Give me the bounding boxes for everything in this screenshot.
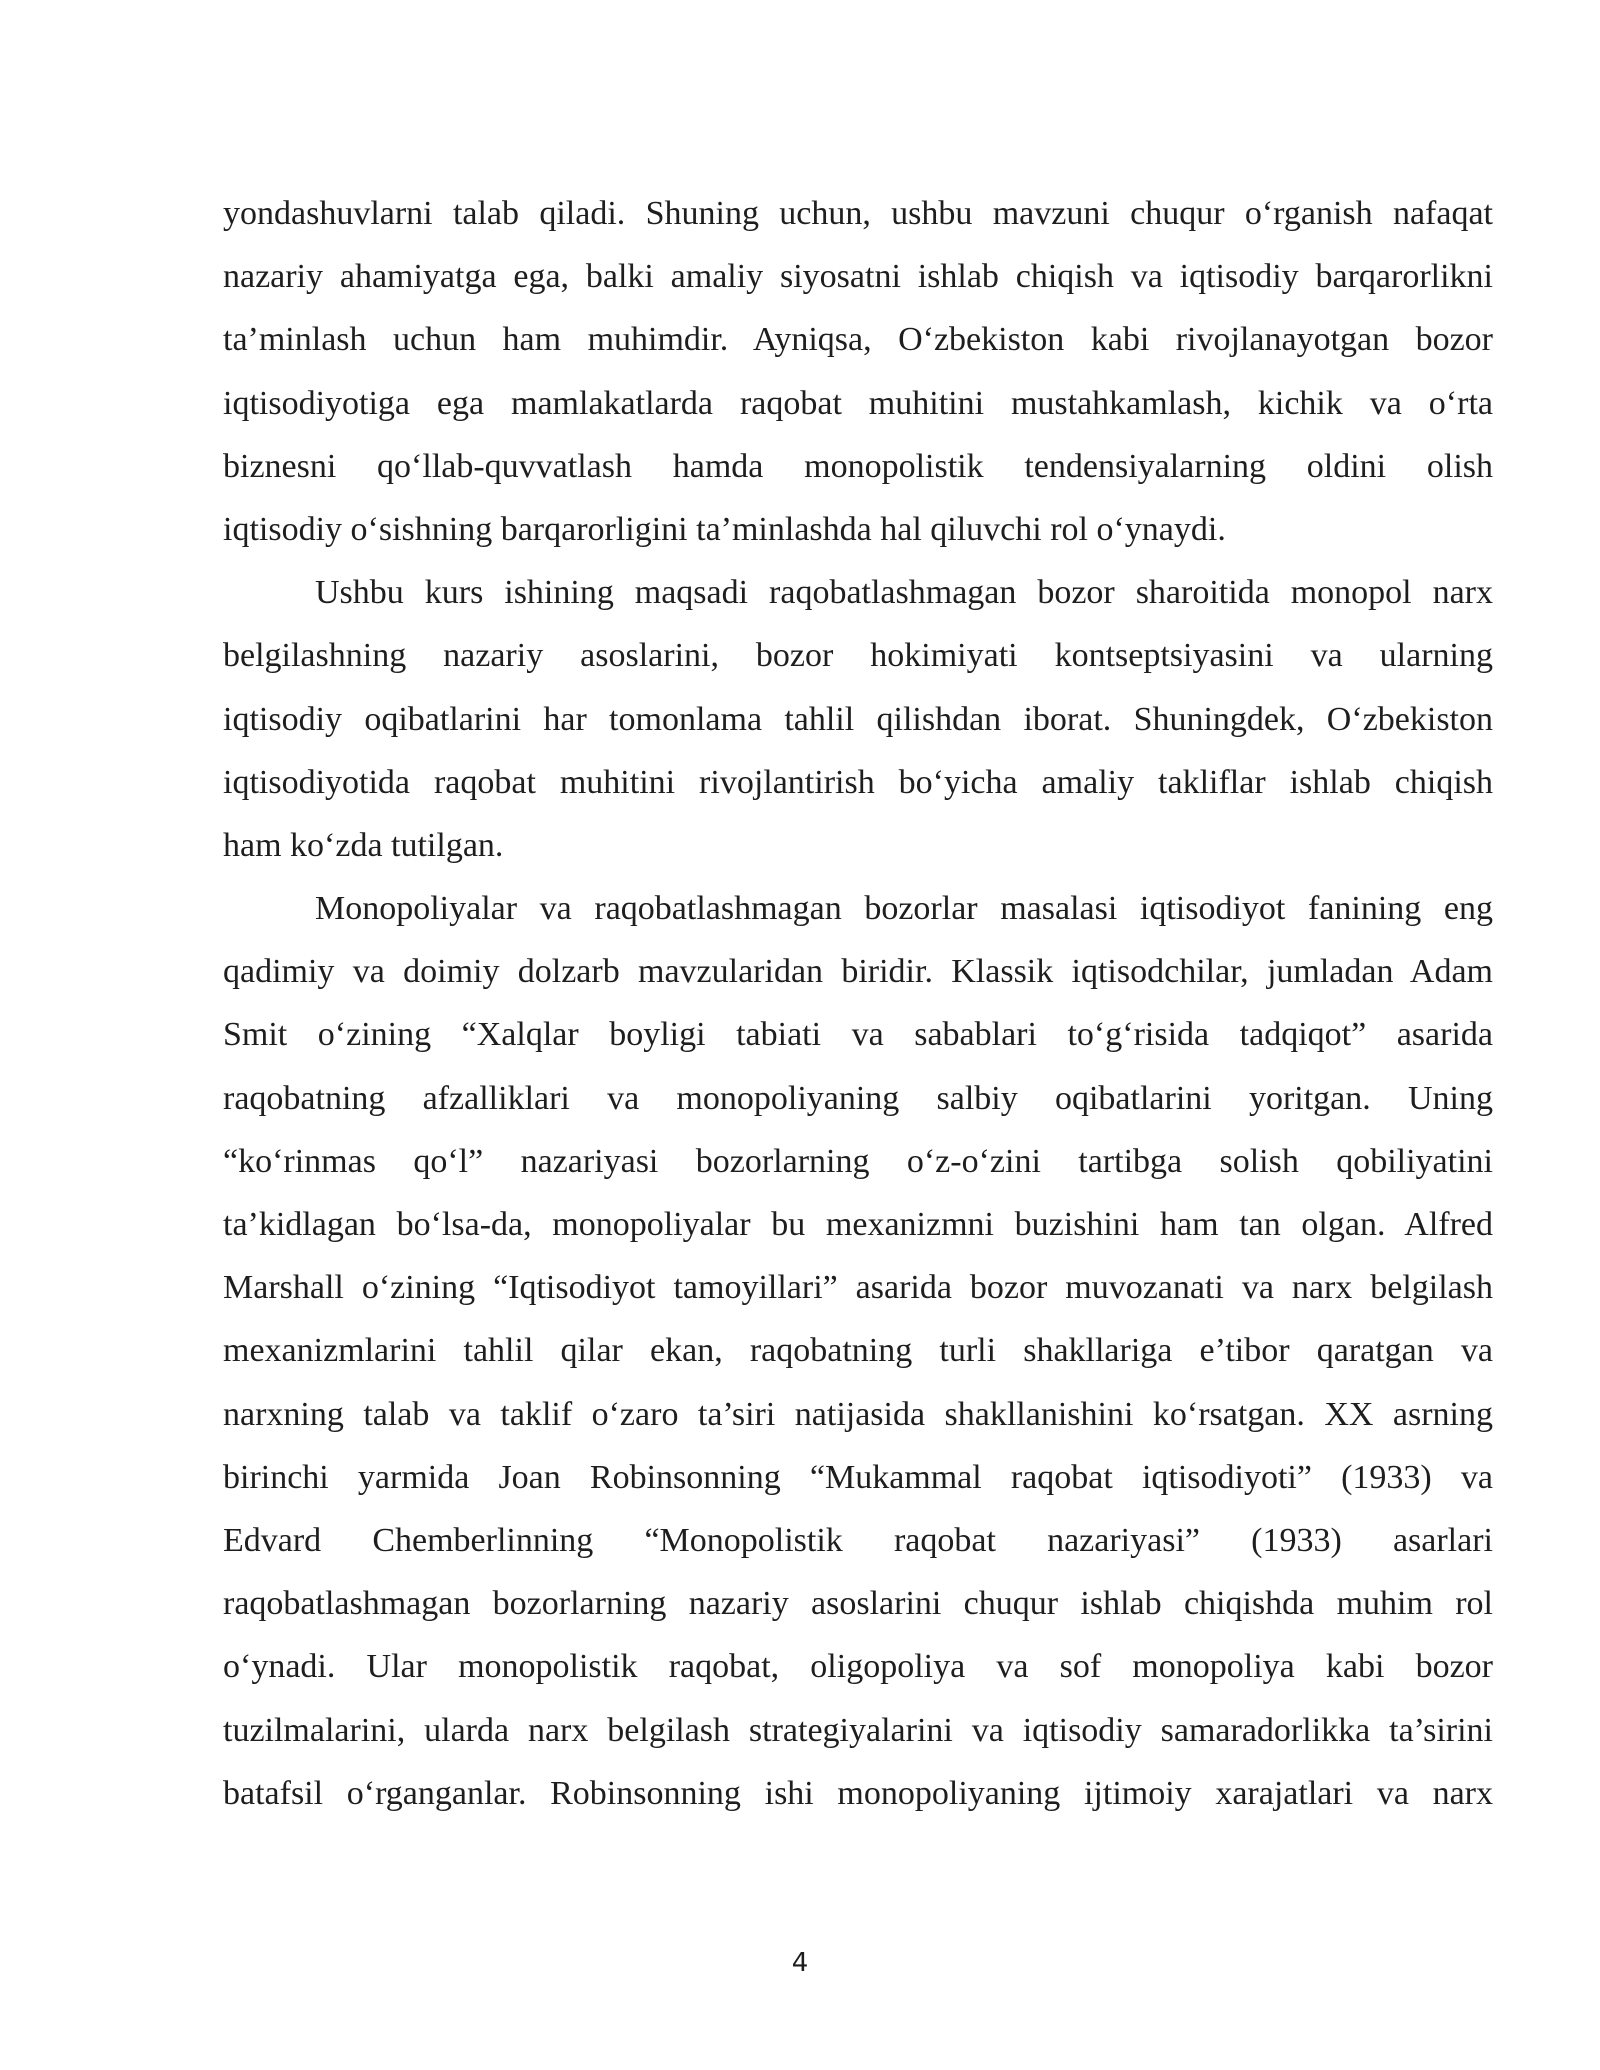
text-line: qadimiy va doimiy dolzarb mavzularidan biridir. Klassik iqtisodchilar, jumladan Adam	[223, 953, 1493, 991]
text-line: iqtisodiyotida raqobat muhitini rivojlantirish bo‘yicha amaliy takliflar ishlab chiqish	[223, 763, 1493, 801]
text-line: iqtisodiyotiga ega mamlakatlarda raqobat muhitini mustahkamlash, kichik va o‘rta	[223, 384, 1493, 422]
text-line: yondashuvlarni talab qiladi. Shuning uchun, ushbu mavzuni chuqur o‘rganish nafaqat	[223, 195, 1493, 232]
paragraph-2	[223, 561, 1493, 877]
text-line: mexanizmlarini tahlil qilar ekan, raqobatning turli shakllariga e’tibor qaratgan va	[223, 1332, 1493, 1370]
text-line: Monopoliyalar va raqobatlashmagan bozorlar masalasi iqtisodiyot fanining eng	[315, 890, 1493, 928]
body-text	[223, 182, 1493, 1825]
text-line: iqtisodiy o‘sishning barqarorligini ta’minlashda hal qiluvchi rol o‘ynaydi.	[223, 510, 1226, 548]
text-line: Smit o‘zining “Xalqlar boyligi tabiati va sabablari to‘g‘risida tadqiqot” asarida	[223, 1016, 1493, 1054]
text-line: o‘ynadi. Ular monopolistik raqobat, oligopoliya va sof monopoliya kabi bozor	[223, 1648, 1493, 1686]
text-line: nazariy ahamiyatga ega, balki amaliy siyosatni ishlab chiqish va iqtisodiy barqarorlikni	[223, 258, 1493, 296]
text-line: birinchi yarmida Joan Robinsonning “Mukammal raqobat iqtisodiyoti” (1933) va	[223, 1458, 1493, 1496]
text-line: biznesni qo‘llab-quvvatlash hamda monopolistik tendensiyalarning oldini olish	[223, 447, 1493, 485]
text-line: iqtisodiy oqibatlarini har tomonlama tahlil qilishdan iborat. Shuningdek, O‘zbekiston	[223, 700, 1493, 738]
text-line: “ko‘rinmas qo‘l” nazariyasi bozorlarning o‘z-o‘zini tartibga solish qobiliyatini	[223, 1142, 1493, 1180]
text-line: Marshall o‘zining “Iqtisodiyot tamoyillari” asarida bozor muvozanati va narx belgilash	[223, 1269, 1493, 1307]
text-line: Ushbu kurs ishining maqsadi raqobatlashmagan bozor sharoitida monopol narx	[315, 574, 1493, 612]
text-line: ta’kidlagan bo‘lsa-da, monopoliyalar bu mexanizmni buzishini ham tan olgan. Alfred	[223, 1206, 1493, 1243]
text-line: batafsil o‘rganganlar. Robinsonning ishi monopoliyaning ijtimoiy xarajatlari va narx	[223, 1774, 1493, 1812]
page-number: 4	[791, 1948, 809, 1978]
text-line: raqobatlashmagan bozorlarning nazariy asoslarini chuqur ishlab chiqishda muhim rol	[223, 1585, 1493, 1623]
paragraph-1	[223, 182, 1493, 561]
text-line: ta’minlash uchun ham muhimdir. Ayniqsa, O‘zbekiston kabi rivojlanayotgan bozor	[223, 321, 1493, 359]
text-line: ham ko‘zda tutilgan.	[223, 826, 504, 864]
paragraph-3	[223, 877, 1493, 1825]
text-line: narxning talab va taklif o‘zaro ta’siri natijasida shakllanishini ko‘rsatgan. XX asrning	[223, 1395, 1493, 1433]
text-line: Edvard Chemberlinning “Monopolistik raqobat nazariyasi” (1933) asarlari	[223, 1521, 1493, 1559]
text-line: belgilashning nazariy asoslarini, bozor hokimiyati kontseptsiyasini va ularning	[223, 637, 1493, 675]
text-line: raqobatning afzalliklari va monopoliyaning salbiy oqibatlarini yoritgan. Uning	[223, 1079, 1493, 1117]
text-line: tuzilmalarini, ularda narx belgilash strategiyalarini va iqtisodiy samaradorlikka ta’sirini	[223, 1711, 1493, 1749]
